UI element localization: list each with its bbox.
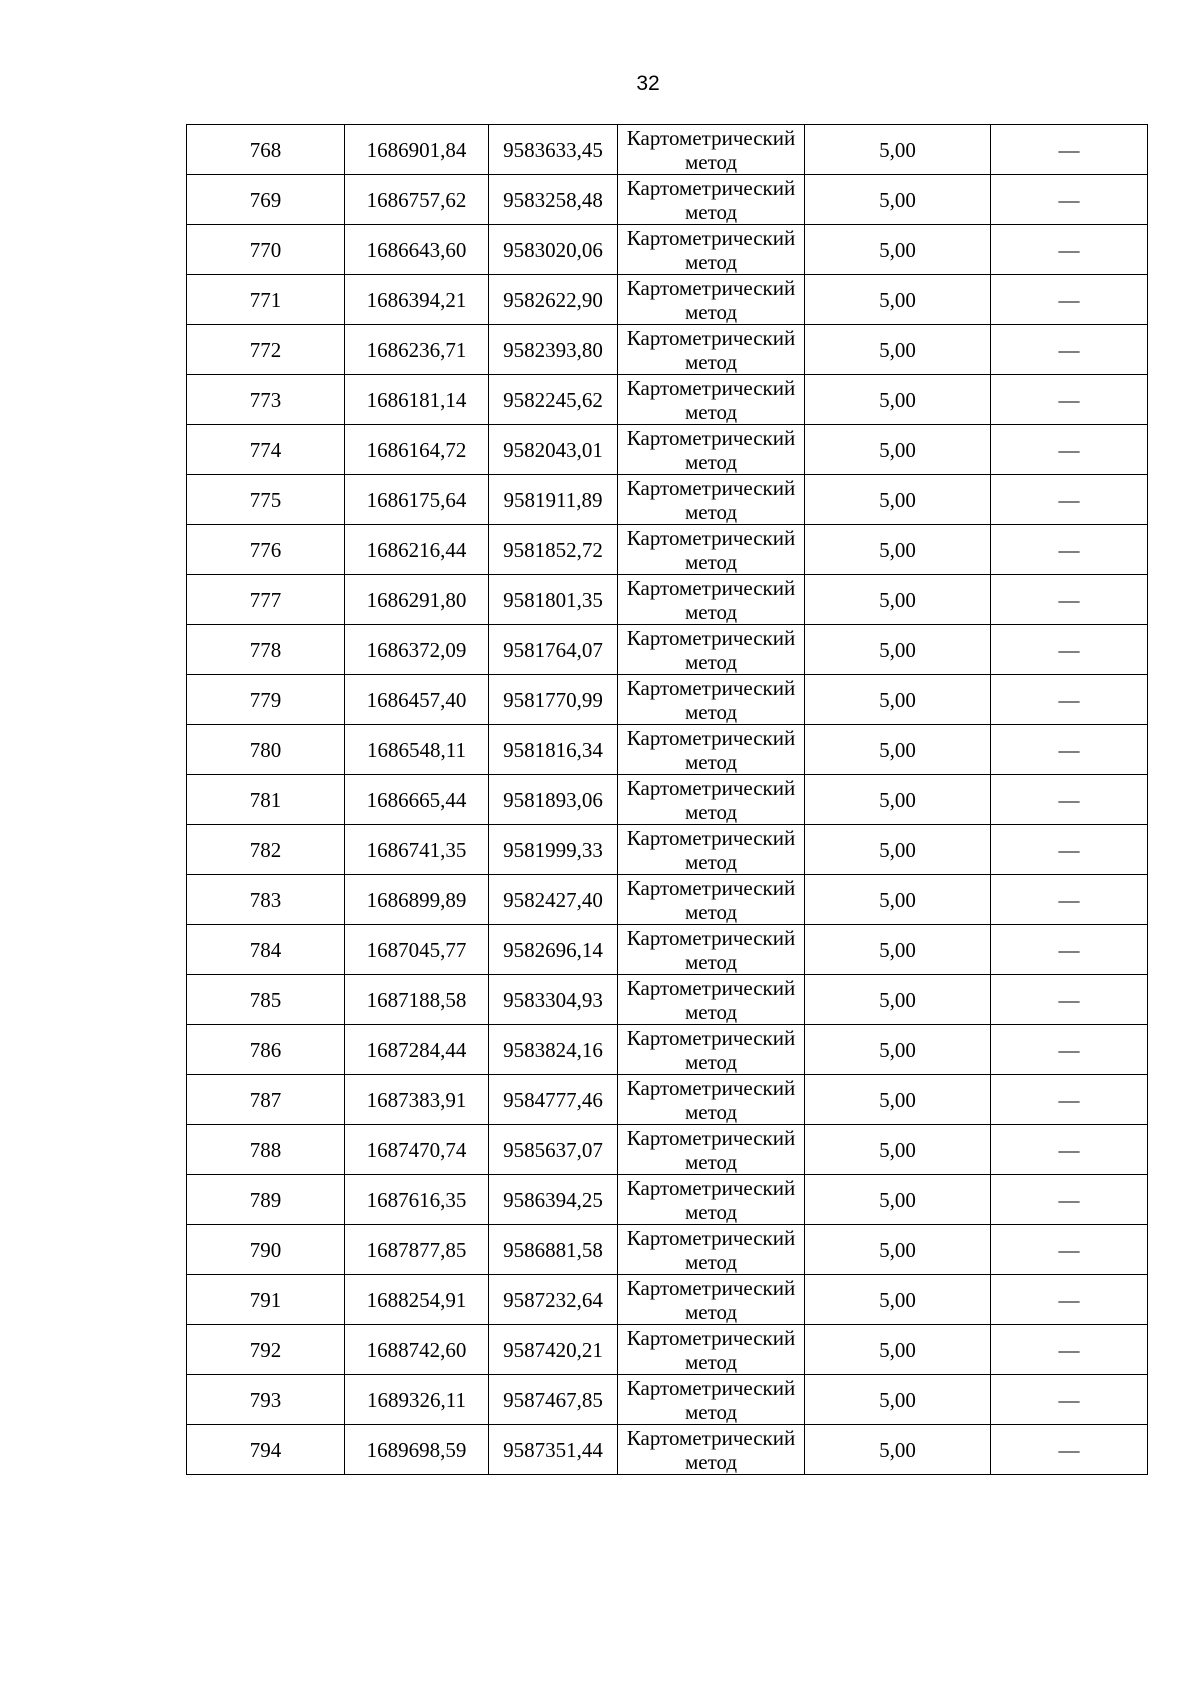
note-cell: — (991, 225, 1148, 275)
method-line-1: Картометрический (626, 475, 796, 500)
point-number-cell: 772 (187, 325, 345, 375)
x-coordinate-cell: 1687284,44 (345, 1025, 489, 1075)
table-row (187, 625, 1148, 675)
method-line-2: метод (684, 1049, 738, 1074)
method-cell (618, 675, 805, 725)
method-line-1: Картометрический (626, 425, 796, 450)
method-cell (618, 125, 805, 175)
note-cell: — (991, 1325, 1148, 1375)
method-cell (618, 725, 805, 775)
method-cell (618, 275, 805, 325)
method-line-2: метод (684, 649, 738, 674)
y-coordinate-cell: 9581764,07 (489, 625, 618, 675)
table-row (187, 575, 1148, 625)
accuracy-cell: 5,00 (805, 1175, 991, 1225)
note-cell: — (991, 275, 1148, 325)
method-cell (618, 225, 805, 275)
method-line-1: Картометрический (626, 125, 796, 150)
method-line-2: метод (684, 1399, 738, 1424)
y-coordinate-cell: 9582245,62 (489, 375, 618, 425)
point-number-cell: 775 (187, 475, 345, 525)
table-row (187, 475, 1148, 525)
point-number-cell: 785 (187, 975, 345, 1025)
method-line-2: метод (684, 1099, 738, 1124)
note-cell: — (991, 1375, 1148, 1425)
method-line-2: метод (684, 999, 738, 1024)
method-line-1: Картометрический (626, 775, 796, 800)
x-coordinate-cell: 1686741,35 (345, 825, 489, 875)
method-line-1: Картометрический (626, 1375, 796, 1400)
method-line-1: Картометрический (626, 525, 796, 550)
point-number-cell: 771 (187, 275, 345, 325)
accuracy-cell: 5,00 (805, 875, 991, 925)
method-line-1: Картометрический (626, 725, 796, 750)
y-coordinate-cell: 9584777,46 (489, 1075, 618, 1125)
note-cell: — (991, 975, 1148, 1025)
method-line-2: метод (684, 749, 738, 774)
method-line-1: Картометрический (626, 1325, 796, 1350)
x-coordinate-cell: 1686291,80 (345, 575, 489, 625)
accuracy-cell: 5,00 (805, 475, 991, 525)
table-row (187, 525, 1148, 575)
table-row (187, 1225, 1148, 1275)
point-number-cell: 792 (187, 1325, 345, 1375)
table-row (187, 375, 1148, 425)
point-number-cell: 774 (187, 425, 345, 475)
x-coordinate-cell: 1686901,84 (345, 125, 489, 175)
method-line-2: метод (684, 949, 738, 974)
point-number-cell: 789 (187, 1175, 345, 1225)
x-coordinate-cell: 1689698,59 (345, 1425, 489, 1475)
y-coordinate-cell: 9583258,48 (489, 175, 618, 225)
note-cell: — (991, 525, 1148, 575)
x-coordinate-cell: 1687045,77 (345, 925, 489, 975)
table-row (187, 225, 1148, 275)
table-row (187, 1275, 1148, 1325)
y-coordinate-cell: 9586394,25 (489, 1175, 618, 1225)
method-cell (618, 325, 805, 375)
method-line-2: метод (684, 599, 738, 624)
accuracy-cell: 5,00 (805, 425, 991, 475)
table-row (187, 1025, 1148, 1075)
y-coordinate-cell: 9582427,40 (489, 875, 618, 925)
table-row (187, 675, 1148, 725)
x-coordinate-cell: 1686175,64 (345, 475, 489, 525)
accuracy-cell: 5,00 (805, 325, 991, 375)
method-cell (618, 1375, 805, 1425)
method-line-1: Картометрический (626, 1275, 796, 1300)
x-coordinate-cell: 1689326,11 (345, 1375, 489, 1425)
method-line-2: метод (684, 299, 738, 324)
table-row (187, 775, 1148, 825)
note-cell: — (991, 125, 1148, 175)
method-line-2: метод (684, 1299, 738, 1324)
method-cell (618, 1025, 805, 1075)
method-line-2: метод (684, 1349, 738, 1374)
table-row (187, 175, 1148, 225)
note-cell: — (991, 325, 1148, 375)
table-row (187, 1175, 1148, 1225)
point-number-cell: 778 (187, 625, 345, 675)
y-coordinate-cell: 9583304,93 (489, 975, 618, 1025)
method-line-2: метод (684, 1249, 738, 1274)
accuracy-cell: 5,00 (805, 375, 991, 425)
note-cell: — (991, 675, 1148, 725)
x-coordinate-cell: 1687616,35 (345, 1175, 489, 1225)
y-coordinate-cell: 9581816,34 (489, 725, 618, 775)
method-line-2: метод (684, 899, 738, 924)
note-cell: — (991, 175, 1148, 225)
method-cell (618, 1325, 805, 1375)
point-number-cell: 783 (187, 875, 345, 925)
method-cell (618, 475, 805, 525)
note-cell: — (991, 425, 1148, 475)
table-row (187, 275, 1148, 325)
y-coordinate-cell: 9582622,90 (489, 275, 618, 325)
x-coordinate-cell: 1688254,91 (345, 1275, 489, 1325)
method-line-2: метод (684, 1449, 738, 1474)
accuracy-cell: 5,00 (805, 275, 991, 325)
method-cell (618, 825, 805, 875)
method-line-2: метод (684, 349, 738, 374)
y-coordinate-cell: 9587420,21 (489, 1325, 618, 1375)
x-coordinate-cell: 1686548,11 (345, 725, 489, 775)
point-number-cell: 794 (187, 1425, 345, 1475)
method-cell (618, 1175, 805, 1225)
point-number-cell: 786 (187, 1025, 345, 1075)
method-line-1: Картометрический (626, 825, 796, 850)
table-row (187, 825, 1148, 875)
method-line-2: метод (684, 449, 738, 474)
method-line-1: Картометрический (626, 1125, 796, 1150)
y-coordinate-cell: 9583020,06 (489, 225, 618, 275)
note-cell: — (991, 375, 1148, 425)
accuracy-cell: 5,00 (805, 625, 991, 675)
accuracy-cell: 5,00 (805, 1225, 991, 1275)
method-cell (618, 425, 805, 475)
x-coordinate-cell: 1687188,58 (345, 975, 489, 1025)
point-number-cell: 769 (187, 175, 345, 225)
method-line-1: Картометрический (626, 575, 796, 600)
method-line-1: Картометрический (626, 1425, 796, 1450)
method-line-2: метод (684, 399, 738, 424)
point-number-cell: 791 (187, 1275, 345, 1325)
method-line-2: метод (684, 149, 738, 174)
note-cell: — (991, 875, 1148, 925)
accuracy-cell: 5,00 (805, 1125, 991, 1175)
method-cell (618, 1225, 805, 1275)
method-line-1: Картометрический (626, 925, 796, 950)
accuracy-cell: 5,00 (805, 175, 991, 225)
method-cell (618, 1275, 805, 1325)
table-row (187, 925, 1148, 975)
note-cell: — (991, 1425, 1148, 1475)
method-cell (618, 975, 805, 1025)
accuracy-cell: 5,00 (805, 225, 991, 275)
accuracy-cell: 5,00 (805, 1025, 991, 1075)
accuracy-cell: 5,00 (805, 925, 991, 975)
method-line-2: метод (684, 499, 738, 524)
x-coordinate-cell: 1686757,62 (345, 175, 489, 225)
y-coordinate-cell: 9582696,14 (489, 925, 618, 975)
method-line-2: метод (684, 1149, 738, 1174)
y-coordinate-cell: 9581770,99 (489, 675, 618, 725)
x-coordinate-cell: 1686457,40 (345, 675, 489, 725)
accuracy-cell: 5,00 (805, 775, 991, 825)
y-coordinate-cell: 9585637,07 (489, 1125, 618, 1175)
y-coordinate-cell: 9581999,33 (489, 825, 618, 875)
accuracy-cell: 5,00 (805, 525, 991, 575)
table-row (187, 1075, 1148, 1125)
x-coordinate-cell: 1686899,89 (345, 875, 489, 925)
method-line-1: Картометрический (626, 1075, 796, 1100)
method-line-1: Картометрический (626, 1225, 796, 1250)
note-cell: — (991, 1275, 1148, 1325)
y-coordinate-cell: 9581893,06 (489, 775, 618, 825)
note-cell: — (991, 775, 1148, 825)
method-line-1: Картометрический (626, 275, 796, 300)
accuracy-cell: 5,00 (805, 1275, 991, 1325)
note-cell: — (991, 825, 1148, 875)
method-cell (618, 1125, 805, 1175)
note-cell: — (991, 725, 1148, 775)
method-line-1: Картометрический (626, 1175, 796, 1200)
accuracy-cell: 5,00 (805, 1075, 991, 1125)
table-row (187, 875, 1148, 925)
y-coordinate-cell: 9583633,45 (489, 125, 618, 175)
x-coordinate-cell: 1686164,72 (345, 425, 489, 475)
note-cell: — (991, 1075, 1148, 1125)
point-number-cell: 776 (187, 525, 345, 575)
method-line-1: Картометрический (626, 1025, 796, 1050)
note-cell: — (991, 925, 1148, 975)
note-cell: — (991, 1025, 1148, 1075)
x-coordinate-cell: 1686643,60 (345, 225, 489, 275)
note-cell: — (991, 575, 1148, 625)
table-row (187, 425, 1148, 475)
x-coordinate-cell: 1688742,60 (345, 1325, 489, 1375)
x-coordinate-cell: 1687470,74 (345, 1125, 489, 1175)
x-coordinate-cell: 1686181,14 (345, 375, 489, 425)
y-coordinate-cell: 9587467,85 (489, 1375, 618, 1425)
accuracy-cell: 5,00 (805, 1325, 991, 1375)
accuracy-cell: 5,00 (805, 1375, 991, 1425)
method-line-1: Картометрический (626, 375, 796, 400)
accuracy-cell: 5,00 (805, 825, 991, 875)
method-cell (618, 925, 805, 975)
point-number-cell: 790 (187, 1225, 345, 1275)
method-cell (618, 575, 805, 625)
point-number-cell: 784 (187, 925, 345, 975)
x-coordinate-cell: 1687877,85 (345, 1225, 489, 1275)
x-coordinate-cell: 1686394,21 (345, 275, 489, 325)
point-number-cell: 770 (187, 225, 345, 275)
accuracy-cell: 5,00 (805, 575, 991, 625)
accuracy-cell: 5,00 (805, 725, 991, 775)
point-number-cell: 781 (187, 775, 345, 825)
method-line-2: метод (684, 199, 738, 224)
table-row (187, 125, 1148, 175)
method-line-1: Картометрический (626, 625, 796, 650)
method-line-1: Картометрический (626, 325, 796, 350)
page-number: 32 (636, 72, 660, 95)
method-line-2: метод (684, 549, 738, 574)
method-line-1: Картометрический (626, 175, 796, 200)
accuracy-cell: 5,00 (805, 975, 991, 1025)
note-cell: — (991, 1125, 1148, 1175)
x-coordinate-cell: 1686216,44 (345, 525, 489, 575)
method-line-2: метод (684, 799, 738, 824)
table-row (187, 1325, 1148, 1375)
point-number-cell: 773 (187, 375, 345, 425)
point-number-cell: 793 (187, 1375, 345, 1425)
note-cell: — (991, 475, 1148, 525)
method-line-1: Картометрический (626, 875, 796, 900)
y-coordinate-cell: 9582393,80 (489, 325, 618, 375)
table-row (187, 1125, 1148, 1175)
point-number-cell: 787 (187, 1075, 345, 1125)
y-coordinate-cell: 9587232,64 (489, 1275, 618, 1325)
method-cell (618, 1075, 805, 1125)
y-coordinate-cell: 9583824,16 (489, 1025, 618, 1075)
accuracy-cell: 5,00 (805, 675, 991, 725)
point-number-cell: 780 (187, 725, 345, 775)
x-coordinate-cell: 1687383,91 (345, 1075, 489, 1125)
y-coordinate-cell: 9582043,01 (489, 425, 618, 475)
accuracy-cell: 5,00 (805, 125, 991, 175)
y-coordinate-cell: 9587351,44 (489, 1425, 618, 1475)
table-row (187, 1425, 1148, 1475)
point-number-cell: 777 (187, 575, 345, 625)
note-cell: — (991, 625, 1148, 675)
method-line-1: Картометрический (626, 225, 796, 250)
note-cell: — (991, 1225, 1148, 1275)
table-row (187, 975, 1148, 1025)
method-cell (618, 175, 805, 225)
table-row (187, 1375, 1148, 1425)
y-coordinate-cell: 9586881,58 (489, 1225, 618, 1275)
method-line-2: метод (684, 249, 738, 274)
accuracy-cell: 5,00 (805, 1425, 991, 1475)
method-line-2: метод (684, 849, 738, 874)
x-coordinate-cell: 1686665,44 (345, 775, 489, 825)
x-coordinate-cell: 1686372,09 (345, 625, 489, 675)
method-line-2: метод (684, 1199, 738, 1224)
point-number-cell: 788 (187, 1125, 345, 1175)
point-number-cell: 768 (187, 125, 345, 175)
method-cell (618, 875, 805, 925)
method-line-1: Картометрический (626, 675, 796, 700)
method-cell (618, 1425, 805, 1475)
y-coordinate-cell: 9581911,89 (489, 475, 618, 525)
method-cell (618, 525, 805, 575)
x-coordinate-cell: 1686236,71 (345, 325, 489, 375)
y-coordinate-cell: 9581852,72 (489, 525, 618, 575)
table-row (187, 725, 1148, 775)
coordinates-table (186, 124, 1148, 1475)
method-line-1: Картометрический (626, 975, 796, 1000)
note-cell: — (991, 1175, 1148, 1225)
y-coordinate-cell: 9581801,35 (489, 575, 618, 625)
coordinates-table-body (187, 125, 1148, 1475)
point-number-cell: 779 (187, 675, 345, 725)
point-number-cell: 782 (187, 825, 345, 875)
method-cell (618, 375, 805, 425)
table-row (187, 325, 1148, 375)
method-cell (618, 775, 805, 825)
method-cell (618, 625, 805, 675)
method-line-2: метод (684, 699, 738, 724)
